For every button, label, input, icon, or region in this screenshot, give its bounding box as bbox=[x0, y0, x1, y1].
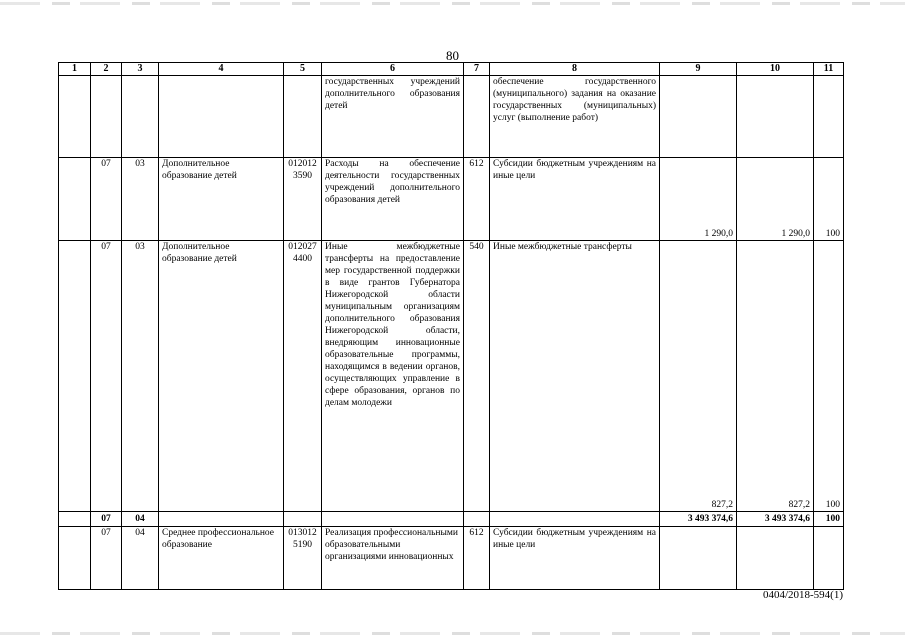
cell-section: 07 bbox=[91, 241, 122, 512]
cell-actual-amount: 1 290,0 bbox=[737, 158, 814, 241]
cell-percent bbox=[814, 527, 844, 590]
cell-actual-amount bbox=[737, 527, 814, 590]
cell-percent: 100 bbox=[814, 512, 844, 527]
cell-target-name: Реализация профессиональными образовательными организациями инновационных bbox=[322, 527, 464, 590]
document-code: 0404/2018-594(1) bbox=[762, 589, 843, 601]
cell-expense-name: Субсидии бюджетным учреждениям на иные цели bbox=[490, 527, 660, 590]
cell-col1 bbox=[59, 527, 91, 590]
cell-expense-type: 540 bbox=[464, 241, 490, 512]
column-header-7: 7 bbox=[464, 63, 490, 76]
cell-target-name bbox=[322, 512, 464, 527]
column-header-9: 9 bbox=[660, 63, 737, 76]
cell-col1 bbox=[59, 158, 91, 241]
cell-expense-type bbox=[464, 512, 490, 527]
cell-subsection: 04 bbox=[122, 527, 159, 590]
cell-subsection-name: Среднее профессиональное образование bbox=[159, 527, 284, 590]
cell-target-code: 012027 4400 bbox=[284, 241, 322, 512]
cell-actual-amount: 3 493 374,6 bbox=[737, 512, 814, 527]
cell-percent: 100 bbox=[814, 241, 844, 512]
cell-subsection: 04 bbox=[122, 512, 159, 527]
cell-expense-type: 612 bbox=[464, 527, 490, 590]
column-header-3: 3 bbox=[122, 63, 159, 76]
cell-plan-amount: 1 290,0 bbox=[660, 158, 737, 241]
budget-table bbox=[58, 62, 844, 590]
header-row bbox=[59, 63, 844, 76]
column-header-11: 11 bbox=[814, 63, 844, 76]
cell-target-code bbox=[284, 512, 322, 527]
cell-expense-type bbox=[464, 76, 490, 158]
cell-target-name: Расходы на обеспечение деятельности государственных учреждений дополнительного образования детей bbox=[322, 158, 464, 241]
cell-subsection-name: Дополнительное образование детей bbox=[159, 241, 284, 512]
column-header-8: 8 bbox=[490, 63, 660, 76]
cell-expense-name bbox=[490, 512, 660, 527]
cell-expense-name: Субсидии бюджетным учреждениям на иные цели bbox=[490, 158, 660, 241]
column-header-5: 5 bbox=[284, 63, 322, 76]
column-header-2: 2 bbox=[91, 63, 122, 76]
cell-subsection-name bbox=[159, 512, 284, 527]
cell-expense-name: Иные межбюджетные трансферты bbox=[490, 241, 660, 512]
column-header-4: 4 bbox=[159, 63, 284, 76]
cell-col1 bbox=[59, 76, 91, 158]
cell-percent: 100 bbox=[814, 158, 844, 241]
subtotal-row bbox=[59, 512, 844, 527]
cell-actual-amount: 827,2 bbox=[737, 241, 814, 512]
table-row bbox=[59, 158, 844, 241]
cell-expense-name: обеспечение государственного (муниципального) задания на оказание государственных (муниципальных) услуг (выполнение работ) bbox=[490, 76, 660, 158]
cell-plan-amount: 827,2 bbox=[660, 241, 737, 512]
table-row bbox=[59, 241, 844, 512]
cell-subsection bbox=[122, 76, 159, 158]
cell-plan-amount bbox=[660, 76, 737, 158]
cell-subsection: 03 bbox=[122, 158, 159, 241]
cell-subsection-name bbox=[159, 76, 284, 158]
scan-edge-top bbox=[0, 2, 905, 5]
table-row bbox=[59, 527, 844, 590]
cell-section bbox=[91, 76, 122, 158]
cell-actual-amount bbox=[737, 76, 814, 158]
column-header-1: 1 bbox=[59, 63, 91, 76]
column-header-6: 6 bbox=[322, 63, 464, 76]
cell-section: 07 bbox=[91, 158, 122, 241]
cell-target-name: Иные межбюджетные трансферты на предоставление мер государственной поддержки в виде грантов Губернатора Нижегородской области муниципальным организациям дополнительного образования Нижегородской области, внедряющим инновационные образовательные программы, находящимся в ведении органов, осуществляющих управление в сфере образования, органов по делам молодежи bbox=[322, 241, 464, 512]
cell-expense-type: 612 bbox=[464, 158, 490, 241]
cell-percent bbox=[814, 76, 844, 158]
cell-plan-amount bbox=[660, 527, 737, 590]
cell-target-code bbox=[284, 76, 322, 158]
page-number: 80 bbox=[446, 48, 459, 63]
cell-section: 07 bbox=[91, 512, 122, 527]
column-header-10: 10 bbox=[737, 63, 814, 76]
cell-target-code: 013012 5190 bbox=[284, 527, 322, 590]
cell-target-name: государственных учреждений дополнительного образования детей bbox=[322, 76, 464, 158]
table-row bbox=[59, 76, 844, 158]
scan-edge-bottom bbox=[0, 632, 905, 635]
cell-section: 07 bbox=[91, 527, 122, 590]
cell-col1 bbox=[59, 241, 91, 512]
cell-target-code: 012012 3590 bbox=[284, 158, 322, 241]
cell-plan-amount: 3 493 374,6 bbox=[660, 512, 737, 527]
cell-subsection-name: Дополнительное образование детей bbox=[159, 158, 284, 241]
cell-subsection: 03 bbox=[122, 241, 159, 512]
cell-col1 bbox=[59, 512, 91, 527]
